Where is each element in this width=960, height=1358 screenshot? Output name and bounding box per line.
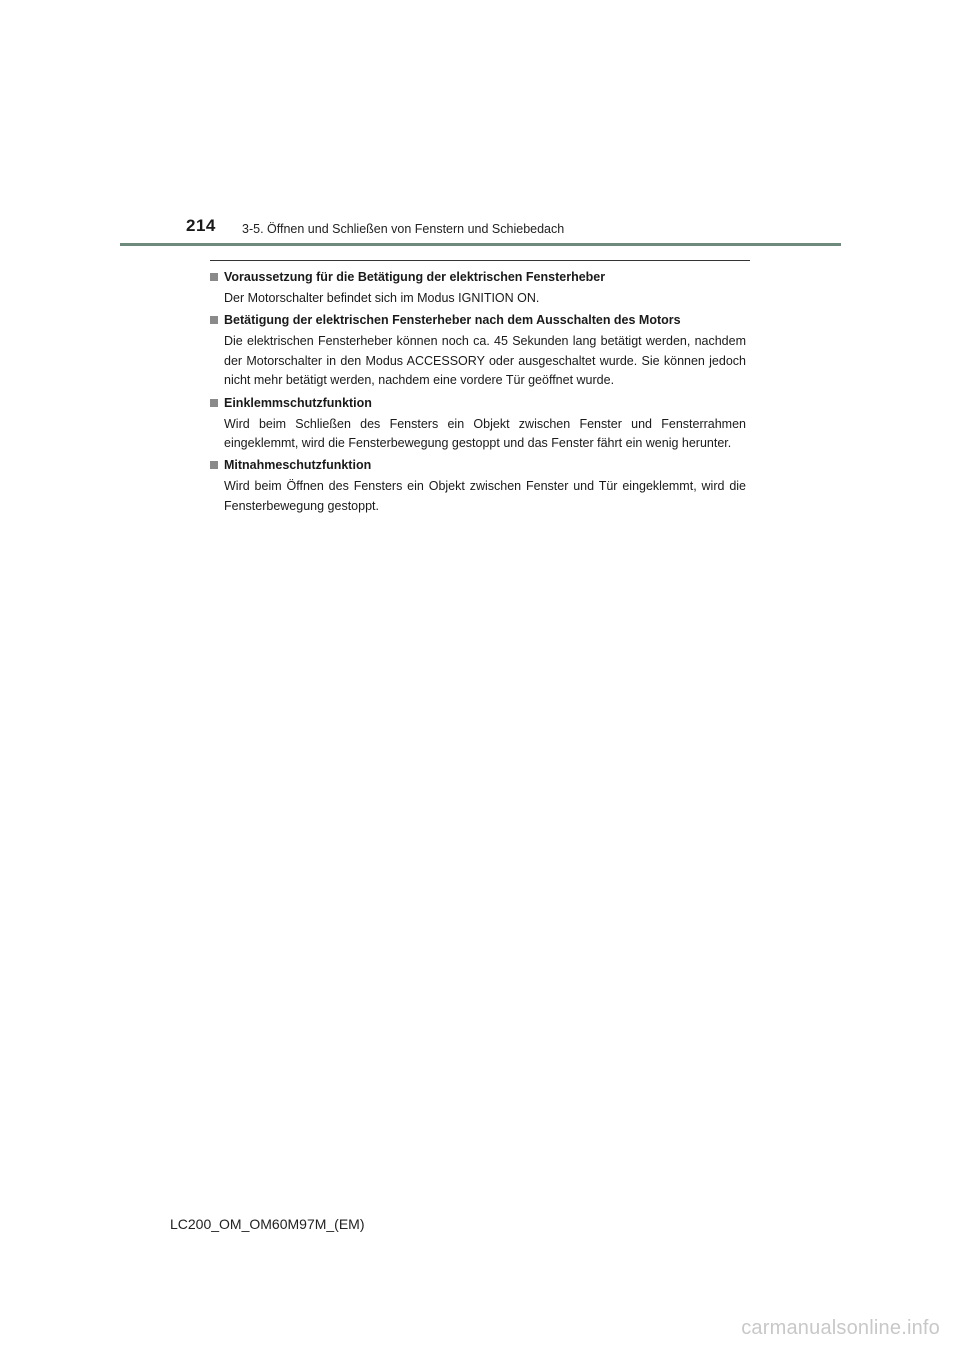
section-heading [210,394,746,412]
section-heading-text: Voraussetzung für die Betätigung der elektrischen Fensterheber [224,270,606,284]
section-body: Der Motorschalter befindet sich im Modus IGNITION ON. [224,291,540,305]
chapter-title: 3-5. Öffnen und Schließen von Fenstern und Schiebedach [242,222,565,236]
section-heading [210,311,746,329]
watermark: carmanualsonline.info [741,1317,940,1339]
square-bullet-icon [210,461,218,469]
section-body: Wird beim Schließen des Fensters ein Objekt zwischen Fenster und Fensterrahmen eingeklemmt, wird die Fensterbewegung gestoppt und das Fenster fährt ein wenig herunter. [224,416,746,451]
section-item [210,311,746,390]
section-item [210,456,746,516]
section-body: Die elektrischen Fensterheber können noch ca. 45 Sekunden lang betätigt werden, nachdem der Motorschalter in den Modus ACCESSORY oder ausgeschaltet wurde. Sie können jedoch nicht mehr betätigt werden, nachdem eine vordere Tür geöffnet wurde. [224,334,746,388]
section-heading-text: Betätigung der elektrischen Fensterheber nach dem Ausschalten des Motors [224,313,681,328]
section-heading-text: Einklemmschutzfunktion [224,395,372,410]
section-item [210,268,746,308]
section-heading [210,456,746,474]
square-bullet-icon [210,316,218,324]
square-bullet-icon [210,273,218,281]
header-rule [120,243,841,246]
section-item [210,394,746,454]
section-rule [210,260,750,261]
document-code: LC200_OM_OM60M97M_(EM) [170,1216,365,1232]
section-heading-text: Mitnahmeschutzfunktion [224,458,372,473]
page-number: 214 [186,216,216,235]
content-area [210,268,746,519]
square-bullet-icon [210,399,218,407]
section-heading [210,268,746,286]
section-body: Wird beim Öffnen des Fensters ein Objekt zwischen Fenster und Tür eingeklemmt, wird die Fensterbewegung gestoppt. [224,479,746,513]
